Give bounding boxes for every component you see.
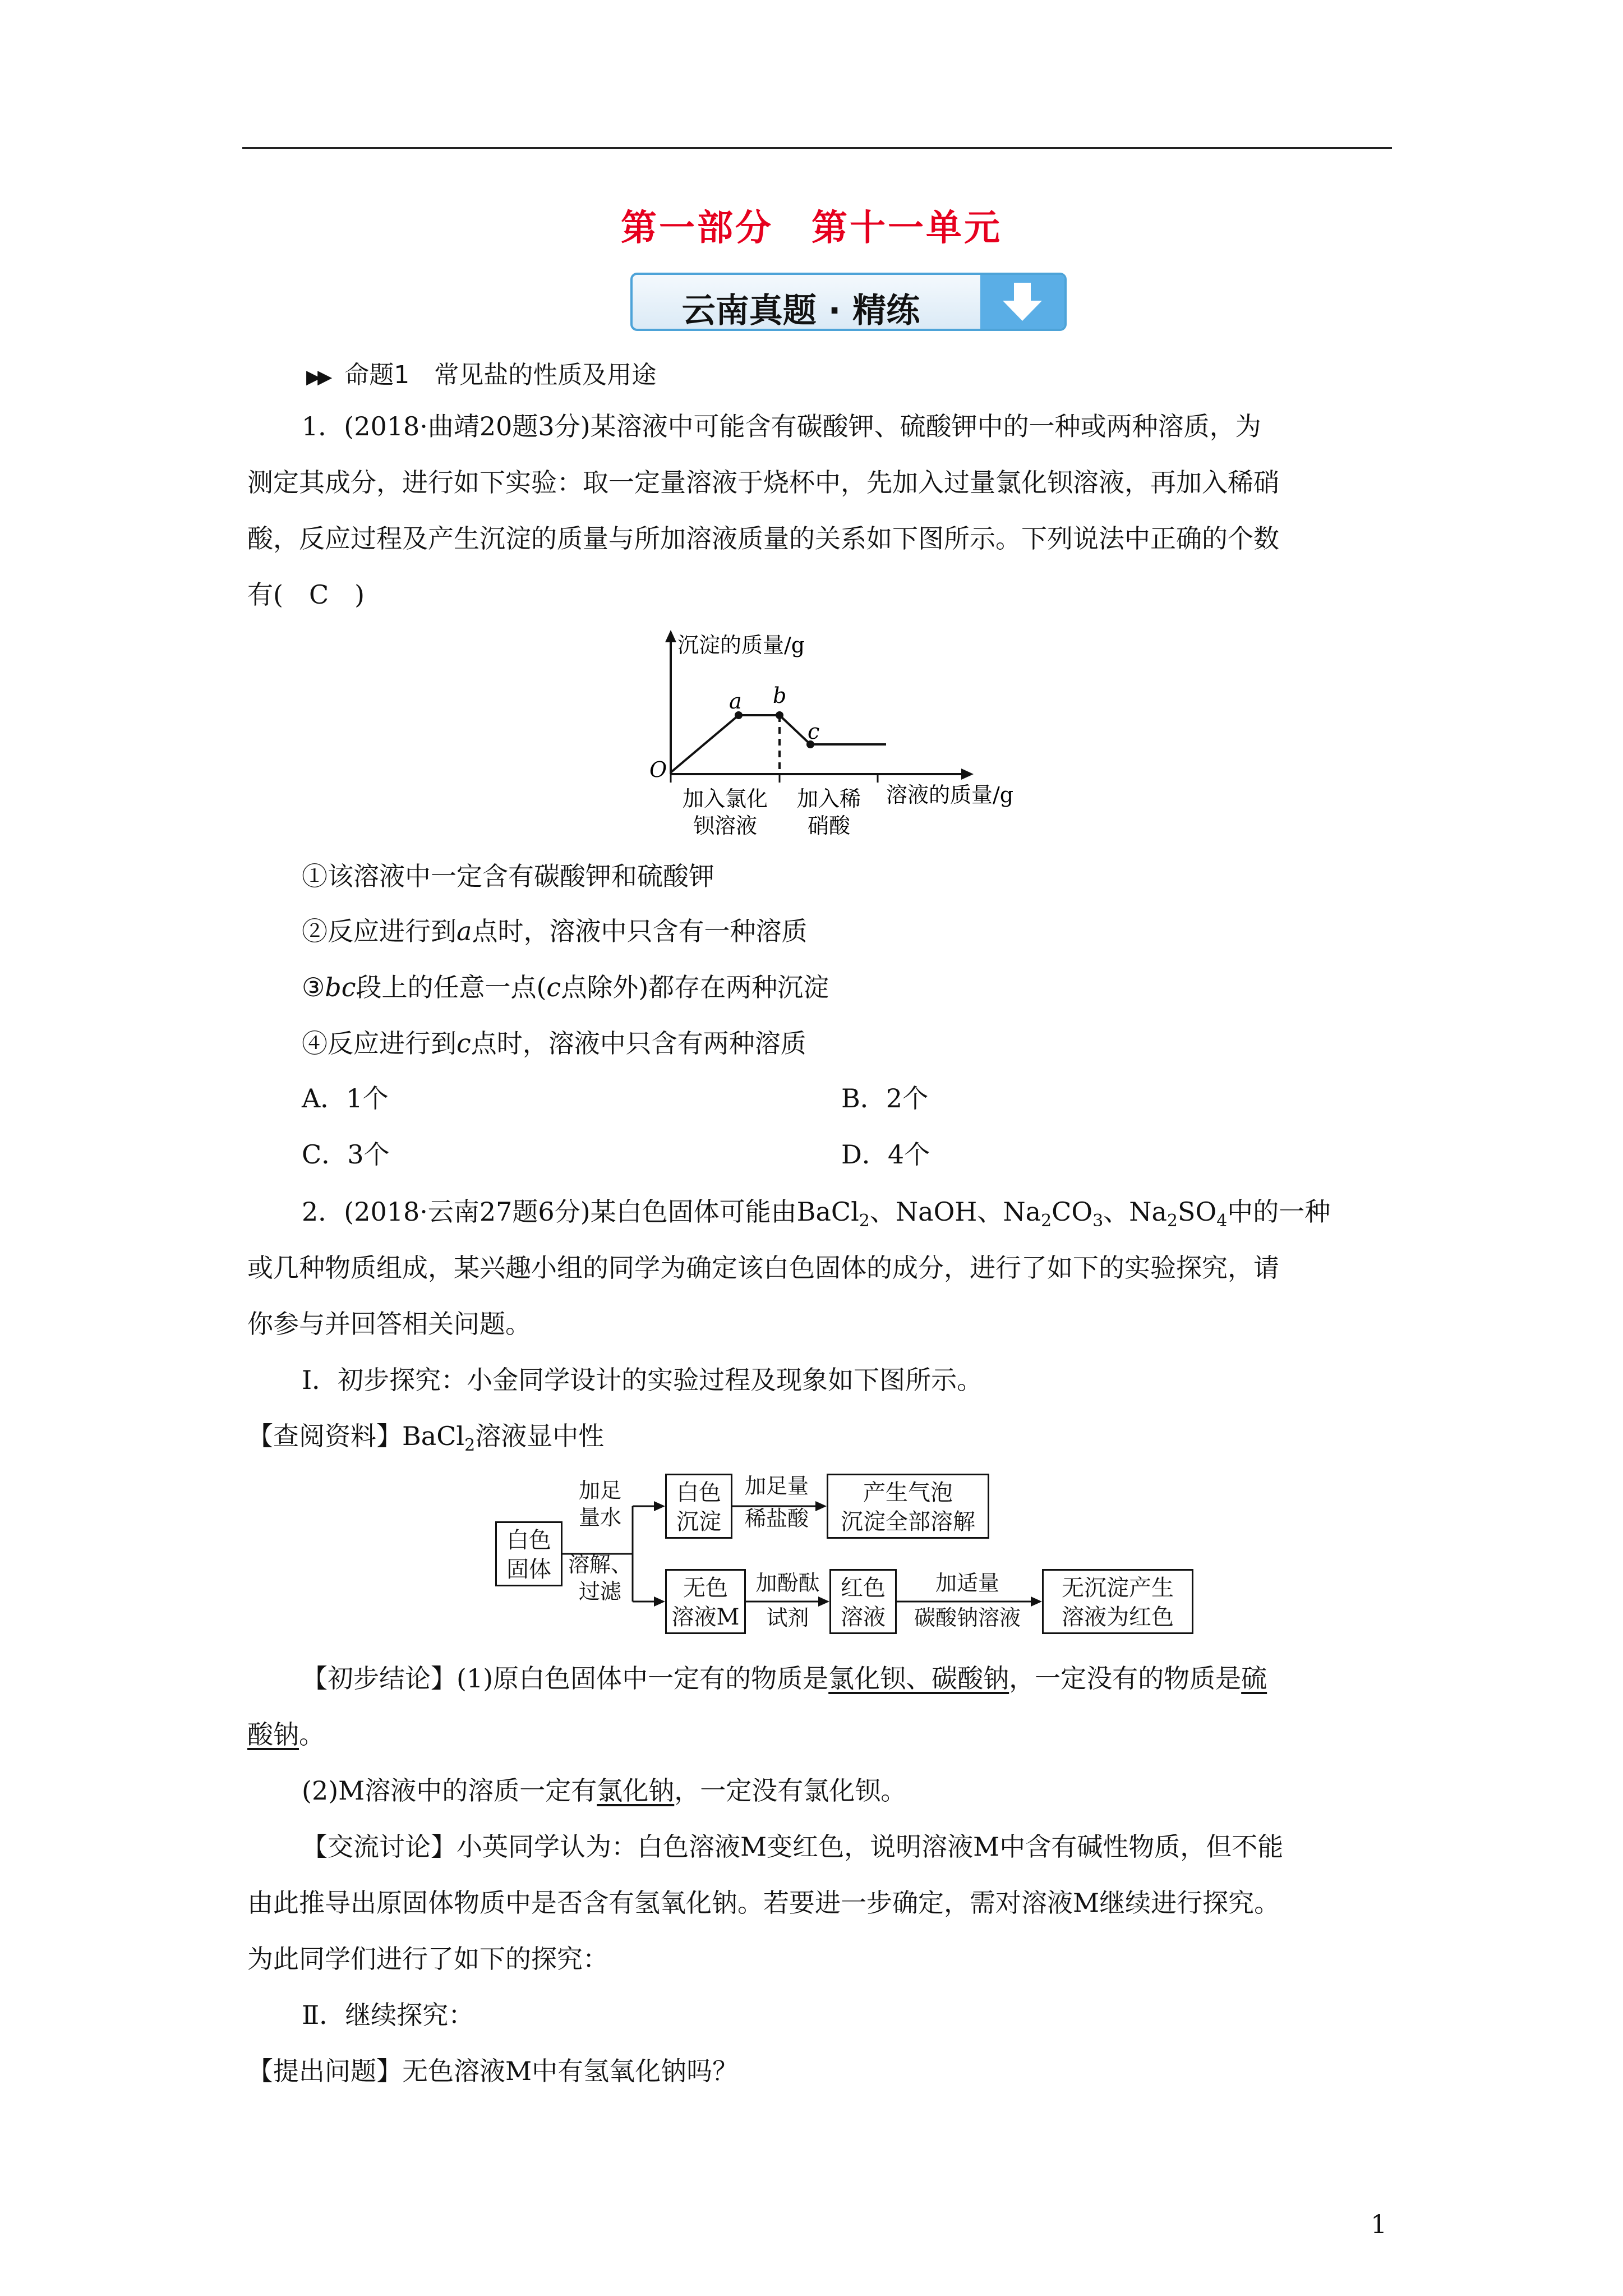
- q2-discussion-line3: 为此同学们进行了如下的探究：: [247, 1944, 608, 1974]
- q1-statement1: ①该溶液中一定含有碳酸钾和硫酸钾: [302, 861, 714, 891]
- flow-label-add-water: 加足 量水: [578, 1478, 621, 1530]
- q1-statement4: ④反应进行到c点时，溶液中只含有两种溶质: [302, 1028, 806, 1059]
- flow-label-dissolve-filter: 溶解、 过滤: [568, 1552, 632, 1604]
- flow-label-add-phenolphthalein: 加酚酞 试剂: [755, 1571, 820, 1630]
- page-number: 1: [1371, 2209, 1387, 2239]
- q1-option-b: B．2个: [841, 1083, 929, 1114]
- q2-discussion-line1: 【交流讨论】小英同学认为：白色溶液M变红色，说明溶液M中含有碱性物质，但不能: [302, 1832, 1284, 1862]
- segment1-label-line1: 加入氯化: [682, 786, 768, 811]
- q2-conclusion1-line2: 酸钠。: [247, 1719, 325, 1750]
- q2-conclusion1-line1: 【初步结论】(1)原白色固体中一定有的物质是氯化钡、碳酸钠，一定没有的物质是硫: [302, 1663, 1267, 1694]
- q1-line1: 1．(2018·曲靖20题3分)某溶液中可能含有碳酸钾、硫酸钾中的一种或两种溶质，为: [302, 411, 1261, 441]
- q1-option-c: C．3个: [302, 1139, 390, 1170]
- segment2-label-line2: 硝酸: [807, 813, 851, 838]
- q2-question: 【提出问题】无色溶液M中有氢氧化钠吗？: [247, 2056, 739, 2086]
- banner-label: 云南真题 · 精练: [681, 291, 920, 330]
- q2-line3: 你参与并回答相关问题。: [247, 1309, 531, 1339]
- flow-colorless-solution-m: 无色 溶液M: [665, 1569, 746, 1634]
- q2-section2: Ⅱ．继续探究：: [302, 2000, 474, 2030]
- topic-label: 命题1 常见盐的性质及用途: [344, 361, 657, 389]
- q1-option-d: D．4个: [841, 1139, 930, 1170]
- segment2-label-line1: 加入稀: [796, 786, 861, 811]
- x-axis-label: 溶液的质量/g: [886, 783, 1014, 807]
- q1-line4: 有( C ): [247, 579, 365, 610]
- origin-label: O: [649, 757, 667, 782]
- flow-precipitate-result: 产生气泡 沉淀全部溶解: [827, 1474, 989, 1539]
- q2-section1: Ⅰ．初步探究：小金同学设计的实验过程及现象如下图所示。: [302, 1365, 983, 1395]
- point-a-label: a: [729, 689, 742, 714]
- q2-reference: 【查阅资料】BaCl$_2$溶液显中性: [247, 1421, 605, 1456]
- q1-statement3: ③bc段上的任意一点(c点除外)都存在两种沉淀: [302, 972, 829, 1002]
- point-b-label: b: [773, 683, 787, 708]
- flow-label-add-hcl: 加足量 稀盐酸: [744, 1474, 809, 1531]
- q2-line2: 或几种物质组成，某兴趣小组的同学为确定该白色固体的成分，进行了如下的实验探究，请: [247, 1253, 1279, 1283]
- segment1-label-line2: 钡溶液: [693, 813, 758, 838]
- q2-line1: 2．(2018·云南27题6分)某白色固体可能由BaCl$_2$、NaOH、$Na_2CO_3$、$Na_2SO_4$中的一种: [302, 1197, 1331, 1231]
- topic-marker-icon: ▶▶: [306, 366, 329, 388]
- q1-option-a: A．1个: [302, 1083, 389, 1114]
- flow-label-add-sodium-carbonate: 加适量 碳酸钠溶液: [914, 1571, 1021, 1630]
- q2-discussion-line2: 由此推导出原固体物质中是否含有氢氧化钠。若要进一步确定，需对溶液M继续进行探究。: [247, 1888, 1280, 1918]
- q2-conclusion2: (2)M溶液中的溶质一定有氯化钠，一定没有氯化钡。: [302, 1775, 907, 1806]
- flow-white-solid: 白色 固体: [495, 1521, 562, 1586]
- y-axis-label: 沉淀的质量/g: [677, 633, 805, 657]
- flow-red-solution: 红色 溶液: [829, 1569, 897, 1634]
- point-c-label: c: [808, 719, 820, 744]
- page-title: 第一部分 第十一单元: [621, 208, 1002, 249]
- flow-white-precipitate: 白色 沉淀: [665, 1474, 732, 1539]
- q1-line2: 测定其成分，进行如下实验：取一定量溶液于烧杯中，先加入过量氯化钡溶液，再加入稀硝: [247, 467, 1279, 498]
- q1-line3: 酸，反应过程及产生沉淀的质量与所加溶液质量的关系如下图所示。下列说法中正确的个数: [247, 523, 1279, 554]
- flow-final-result: 无沉淀产生 溶液为红色: [1042, 1569, 1193, 1634]
- q1-statement2: ②反应进行到a点时，溶液中只含有一种溶质: [302, 916, 808, 946]
